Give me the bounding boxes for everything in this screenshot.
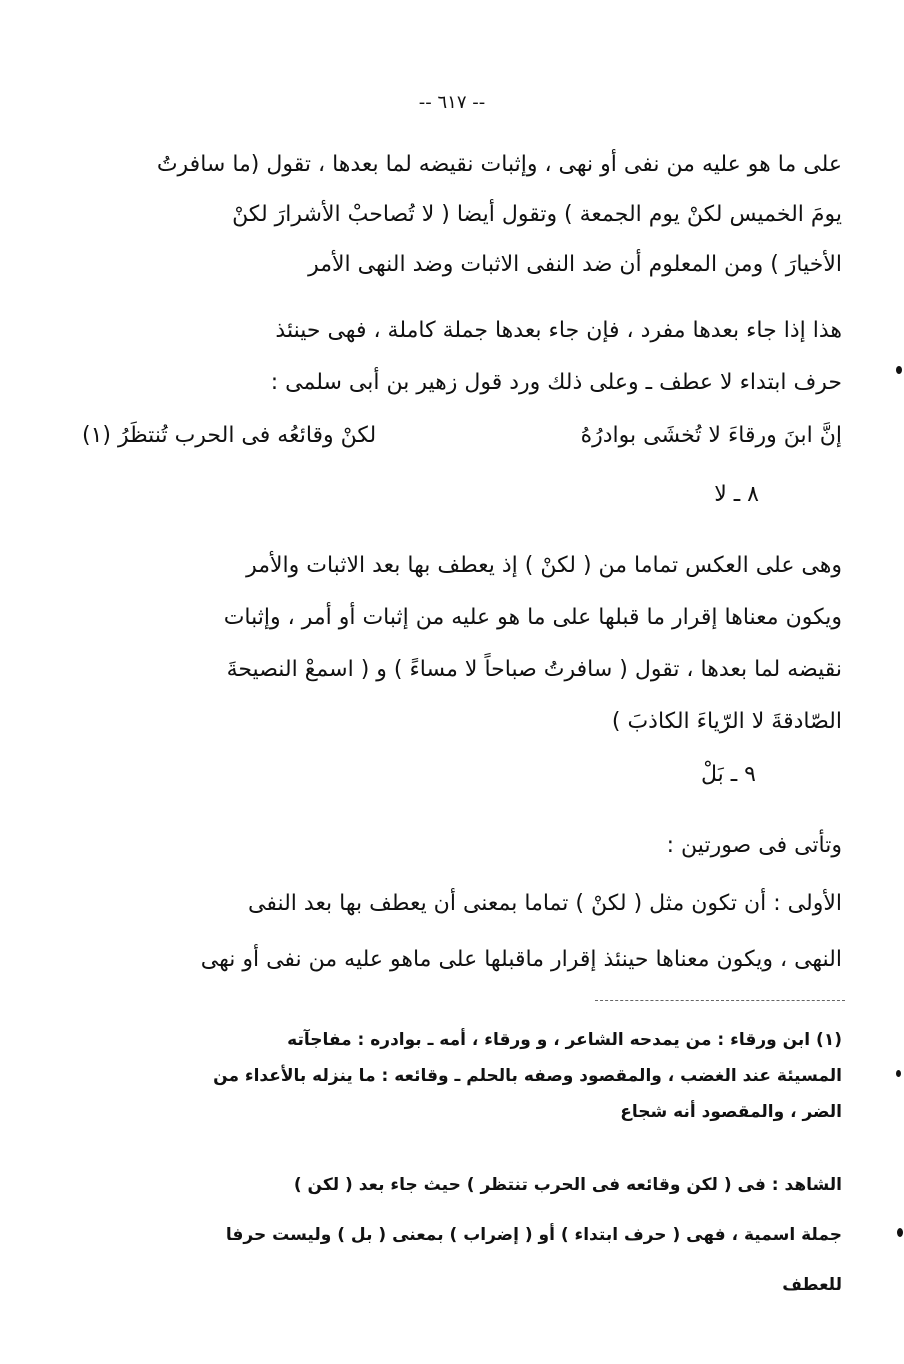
text-line: الأخيارَ ) ومن المعلوم أن ضد النفى الاثبات وضد النهى الأمر xyxy=(308,252,842,277)
text-line: على ما هو عليه من نفى أو نهى ، وإثبات نقيضه لما بعدها ، تقول (ما سافرتُ xyxy=(156,152,842,177)
text-line: الصّادقةَ لا الرّياءَ الكاذبَ ) xyxy=(611,709,842,734)
text-line: حرف ابتداء لا عطف ـ وعلى ذلك ورد قول زهير بن أبى سلمى : xyxy=(270,370,842,395)
margin-dot xyxy=(896,1070,901,1077)
page-number: -- ٦١٧ -- xyxy=(418,92,486,113)
text-line: هذا إذا جاء بعدها مفرد ، فإن جاء بعدها جملة كاملة ، فهى حينئذ xyxy=(275,318,842,343)
paragraph-la-usage xyxy=(142,540,842,748)
footnote-line: المسيئة عند الغضب ، والمقصود وصفه بالحلم ـ وقائعه : ما ينزله بالأعداء من xyxy=(213,1066,842,1086)
footnote-explanation xyxy=(142,1022,842,1130)
footnote-line: الشاهد : فى ( لكن وقائعه فى الحرب تنتظر ) حيث جاء بعد ( لكن ) xyxy=(293,1175,842,1195)
footnote-line: جملة اسمية ، فهى ( حرف ابتداء ) أو ( إضراب ) بمعنى ( بل ) وليست حرفا xyxy=(225,1225,842,1245)
paragraph-lakin-sentence xyxy=(142,305,842,409)
footnote-line: الضر ، والمقصود أنه شجاع xyxy=(620,1102,842,1122)
margin-dot xyxy=(897,1228,903,1237)
paragraph-lakin-usage xyxy=(142,140,842,290)
text-line: النهى ، ويكون معناها حينئذ إقرار ماقبلها على ماهو عليه من نفى أو نهى xyxy=(200,947,842,972)
text-line: نقيضه لما بعدها ، تقول ( سافرتُ صباحاً لا مساءً ) و ( اسمعْ النصيحةَ xyxy=(226,657,842,682)
margin-dot xyxy=(896,366,902,374)
text-line: ويكون معناها إقرار ما قبلها على ما هو عليه من إثبات أو أمر ، وإثبات xyxy=(223,605,842,630)
paragraph-bal-forms xyxy=(142,820,842,872)
footnote-line: (١) ابن ورقاء : من يمدحه الشاعر ، و ورقاء ، أمه ـ بوادره : مفاجآته xyxy=(287,1030,842,1050)
footnote-evidence xyxy=(142,1160,842,1310)
text-line: الأولى : أن تكون مثل ( لكنْ ) تماما بمعنى أن يعطف بها بعد النفى xyxy=(247,891,842,916)
text-line: يومَ الخميس لكنْ يوم الجمعة ) وتقول أيضا ( لا تُصاحبْ الأشرارَ لكنْ xyxy=(232,202,842,227)
verse-first-hemistich: إنَّ ابنَ ورقاءَ لا تُخشَى بوادرُهُ xyxy=(580,423,842,448)
section-heading-la: ٨ ـ لا xyxy=(714,482,759,507)
verse-second-hemistich: لكنْ وقائعُه فى الحرب تُنتظَرُ (١) xyxy=(82,423,377,448)
footnote-line: للعطف xyxy=(782,1275,842,1295)
footnote-divider xyxy=(595,1000,845,1001)
section-heading-bal: ٩ ـ بَلْ xyxy=(700,762,756,787)
paragraph-bal-first-form xyxy=(142,876,842,988)
text-line: وهى على العكس تماما من ( لكنْ ) إذ يعطف بها بعد الاثبات والأمر xyxy=(246,553,842,578)
text-line: وتأتى فى صورتين : xyxy=(666,833,842,858)
